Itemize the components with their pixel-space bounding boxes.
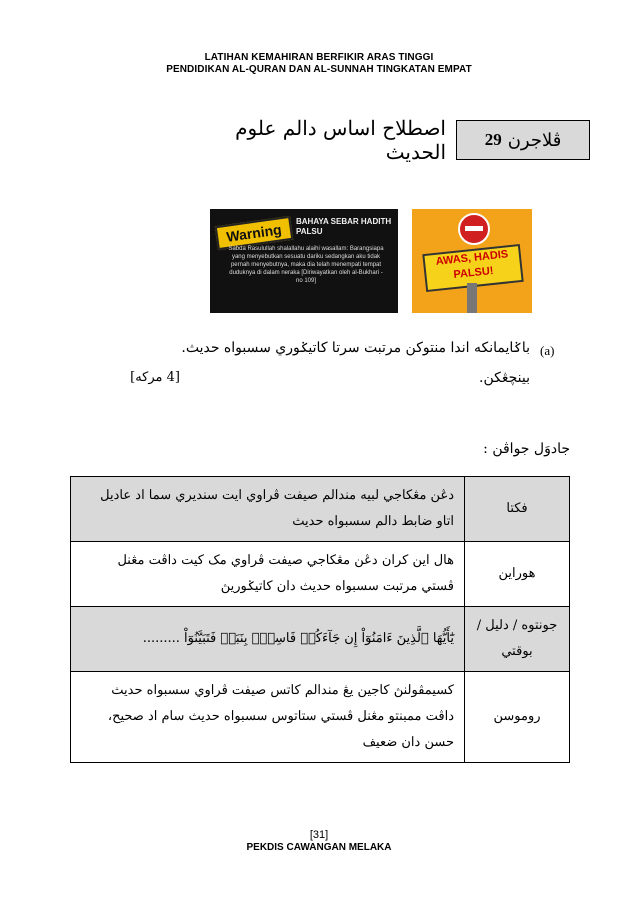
poster-body: Sabda Rasulullah shalallahu alaihi wasallam: Barangsiapa yang menyebutkan sesuatu dariku sedangkan aku tidak pernah menyebutnya, maka dia telah menempati tempat duduknya di dalam neraka [Diriwayatkan oleh al-Bukhari - no 109] bbox=[228, 246, 384, 284]
topic-word: ڤلاجرن bbox=[507, 129, 562, 151]
sign-pole bbox=[467, 283, 477, 313]
table-row bbox=[71, 607, 570, 672]
awas-sign-image bbox=[412, 209, 532, 313]
table-row bbox=[71, 542, 570, 607]
row-key: هوراين bbox=[465, 542, 570, 607]
topic-number-box bbox=[456, 120, 590, 160]
row-value: يَٰٓأَيُّهَا ٱلَّذِينَ ءَامَنُوٓاْ إِن جَآءَكُمۡ فَاسِقُۢ بِنَبَإٖ فَتَبَيَّنُوٓاْ ......... bbox=[71, 607, 465, 672]
row-value: كسيمڤولنڽ كاجين يڠ مندالم كاتس صيفت ڤراوي سسبواه حديث داڤت ممبنتو مڠنل ڤستي ستاتوس سسبواه حديث سام اد صحيح، حسن دان ضعيف bbox=[71, 672, 465, 763]
header-line-1: LATIHAN KEMAHIRAN BERFIKIR ARAS TINGGI bbox=[204, 52, 434, 63]
row-key: جونتوه / دليل / بوقتي bbox=[465, 607, 570, 672]
awas-sign-text: AWAS, HADIS PALSU! bbox=[422, 244, 523, 292]
question-marks: [4 مركه] bbox=[130, 370, 180, 385]
table-row bbox=[71, 477, 570, 542]
row-value: دڠن مڠكاجي لبيه مندالم صيفت ڤراوي ايت سنديري سما اد عاديل اتاو ضابط دالم سسبواه حديث bbox=[71, 477, 465, 542]
row-key: روموسن bbox=[465, 672, 570, 763]
answer-table bbox=[70, 476, 570, 763]
row-value: هال اين كران دڠن مڠكاجي صيفت ڤراوي مک کيت داڤت مڠنل ڤستي مرتبت سسبواه حديث دان كاتيݢوريڽ bbox=[71, 542, 465, 607]
row-key: فكتا bbox=[465, 477, 570, 542]
question-instruction: بينچڠكن. bbox=[479, 370, 530, 386]
topic-number: 29 bbox=[484, 130, 502, 149]
warning-label: Warning bbox=[215, 216, 294, 250]
header-line-2: PENDIDIKAN AL-QURAN DAN AL-SUNNAH TINGKATAN EMPAT bbox=[166, 64, 472, 75]
table-row bbox=[71, 672, 570, 763]
poster-heading: BAHAYA SEBAR HADITH PALSU bbox=[296, 217, 392, 236]
page-number: [31] bbox=[309, 829, 329, 841]
footer-name: PEKDIS CAWANGAN MELAKA bbox=[246, 842, 392, 853]
answer-label: جادوَل جواڤن : bbox=[483, 441, 570, 457]
stop-sign-icon bbox=[458, 213, 490, 245]
question-label: (a) bbox=[540, 343, 555, 358]
question-text: باݢايمانكه اندا منتوكن مرتبت سرتا كاتيݢوري سسبواه حديث. bbox=[181, 340, 530, 356]
title-row bbox=[200, 116, 590, 164]
warning-poster-image bbox=[210, 209, 398, 313]
topic-title: اصطلاح اساس دالم علوم الحديث bbox=[235, 116, 446, 164]
